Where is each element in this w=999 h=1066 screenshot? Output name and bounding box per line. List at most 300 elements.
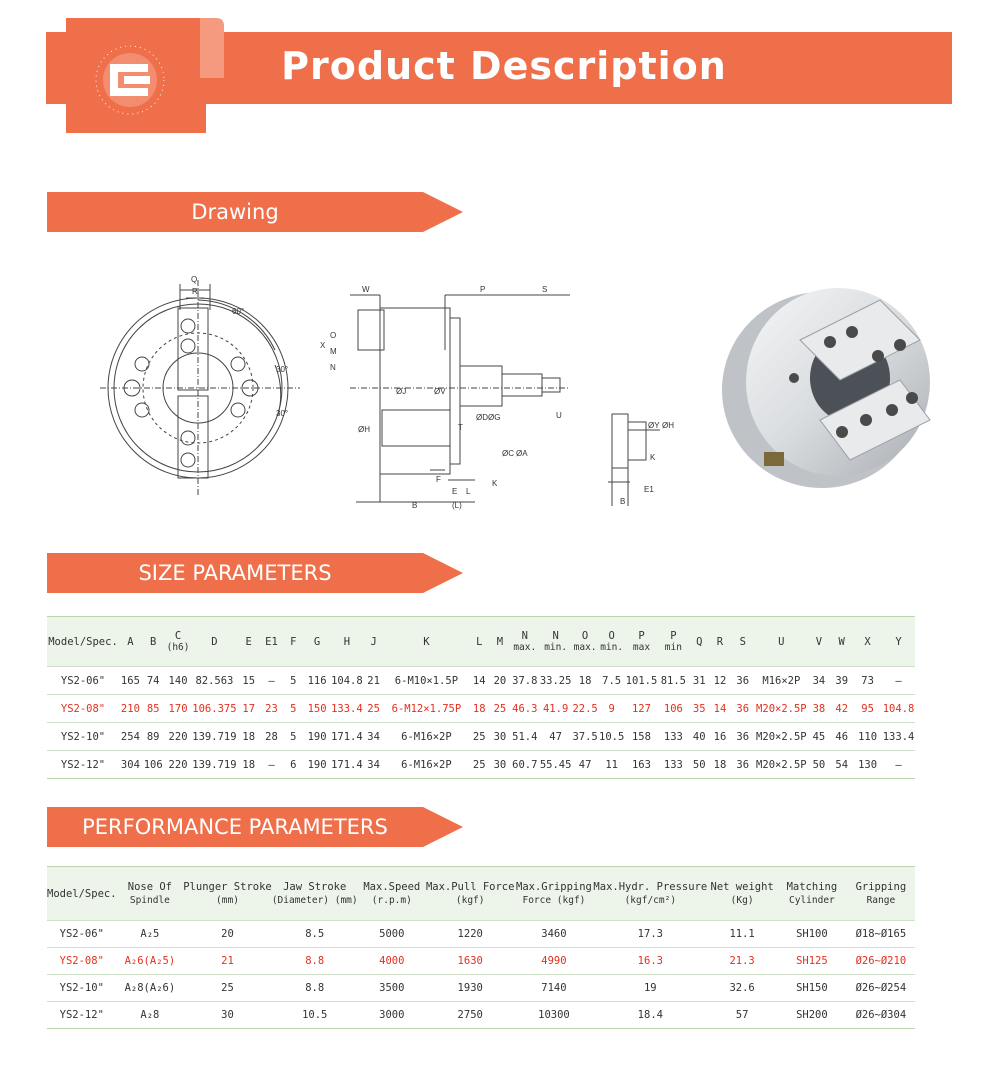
dim-b2-label: B bbox=[620, 497, 626, 506]
table-cell: 139.719 bbox=[192, 758, 237, 771]
table-cell: A₂8 bbox=[140, 1009, 160, 1021]
table-cell: 5 bbox=[290, 730, 297, 743]
column-header-label: Y bbox=[895, 635, 902, 648]
column-header-sublabel: (mm) bbox=[216, 894, 239, 906]
column-header-sublabel: min. bbox=[600, 642, 624, 653]
table-cell: 38 bbox=[812, 702, 826, 715]
column-header bbox=[304, 617, 331, 667]
column-header-label: R bbox=[716, 635, 724, 648]
table-cell: A₂8(A₂6) bbox=[124, 982, 176, 994]
column-header bbox=[510, 617, 539, 667]
table-row bbox=[47, 667, 915, 695]
table-cell: 133.4 bbox=[882, 730, 915, 743]
column-header-label: E bbox=[245, 635, 252, 648]
table-cell: 170 bbox=[168, 702, 188, 715]
dim-w-label: W bbox=[362, 285, 370, 294]
table-cell: 41.9 bbox=[542, 702, 569, 715]
table-cell: 220 bbox=[168, 758, 188, 771]
column-header-label: L bbox=[476, 635, 483, 648]
table-cell: M20×2.5P bbox=[756, 730, 807, 743]
side-view-drawing bbox=[350, 295, 570, 502]
table-cell: 101.5 bbox=[625, 674, 658, 687]
table-cell: YS2-12" bbox=[59, 1009, 104, 1021]
table-cell: 19 bbox=[643, 982, 657, 994]
table-cell: 36 bbox=[736, 730, 750, 743]
table-cell: Ø26~Ø304 bbox=[855, 1009, 907, 1021]
dim-l-label: L bbox=[466, 487, 471, 496]
column-header bbox=[755, 617, 807, 667]
column-header-label: S bbox=[739, 635, 746, 648]
table-cell: 8.8 bbox=[305, 982, 325, 994]
table-cell: 127 bbox=[631, 702, 651, 715]
table-cell: Ø26~Ø210 bbox=[855, 955, 907, 967]
dim-x-label: X bbox=[320, 341, 326, 350]
table-cell: 25 bbox=[472, 758, 486, 771]
table-cell: 51.4 bbox=[512, 730, 538, 743]
table-cell: 74 bbox=[146, 674, 160, 687]
angle-30b-label: 30° bbox=[276, 409, 289, 418]
section-size-label: SIZE PARAMETERS bbox=[138, 561, 332, 585]
table-cell: 104.8 bbox=[882, 702, 915, 715]
table-cell: 18 bbox=[713, 758, 727, 771]
perf-table-header-row bbox=[47, 867, 915, 921]
table-cell: 20 bbox=[493, 674, 507, 687]
dim-e-label: E bbox=[452, 487, 458, 496]
dim-u-label: U bbox=[556, 411, 562, 420]
column-header bbox=[830, 617, 853, 667]
column-header bbox=[625, 617, 658, 667]
column-header bbox=[808, 617, 831, 667]
column-header bbox=[165, 617, 192, 667]
table-cell: 133 bbox=[663, 730, 683, 743]
logo-tab bbox=[66, 18, 206, 133]
column-header-label: W bbox=[838, 635, 845, 648]
table-cell: 50 bbox=[692, 758, 706, 771]
dim-v-label: ØV bbox=[434, 387, 446, 396]
section-drawing bbox=[47, 192, 463, 232]
table-cell: 254 bbox=[120, 730, 140, 743]
table-cell: 116 bbox=[307, 674, 327, 687]
table-cell: Ø18~Ø165 bbox=[855, 928, 907, 940]
table-cell: SH150 bbox=[796, 982, 828, 994]
table-cell: M16×2P bbox=[762, 674, 801, 687]
column-header-sublabel: (h6) bbox=[166, 642, 190, 653]
column-header-label: Nose Of bbox=[127, 880, 173, 893]
table-cell: – bbox=[268, 674, 275, 687]
table-cell: 1220 bbox=[457, 928, 483, 940]
table-cell: 18.4 bbox=[637, 1009, 663, 1021]
table-cell: 133 bbox=[663, 758, 683, 771]
table-cell: 11.1 bbox=[729, 928, 755, 940]
table-cell: 30 bbox=[493, 730, 507, 743]
table-cell: 16.3 bbox=[637, 955, 663, 967]
table-cell: 30 bbox=[493, 758, 507, 771]
table-cell: 190 bbox=[307, 758, 327, 771]
column-header-label: Jaw Stroke bbox=[283, 880, 347, 893]
column-header-label: D bbox=[211, 635, 218, 648]
dim-s-label: S bbox=[542, 285, 548, 294]
table-cell: 22.5 bbox=[572, 702, 598, 715]
table-cell: 25 bbox=[472, 730, 486, 743]
column-header bbox=[469, 617, 490, 667]
column-header-label: Gripping bbox=[855, 880, 907, 893]
table-cell: 190 bbox=[307, 730, 327, 743]
table-cell: 25 bbox=[367, 702, 380, 715]
column-header-label: V bbox=[815, 635, 823, 648]
column-header-label: Max.Hydr. Pressure bbox=[593, 880, 708, 893]
dim-y-label: ØY bbox=[648, 421, 660, 430]
table-cell: 7.5 bbox=[602, 674, 622, 687]
table-cell: M20×2.5P bbox=[756, 758, 807, 771]
table-cell: 18 bbox=[242, 730, 256, 743]
dim-t-label: T bbox=[458, 423, 463, 432]
dim-k-label: K bbox=[492, 479, 498, 488]
column-header bbox=[192, 617, 238, 667]
table-cell: 50 bbox=[812, 758, 826, 771]
column-header bbox=[853, 617, 882, 667]
column-header-label: X bbox=[864, 635, 871, 648]
table-cell: 36 bbox=[736, 758, 750, 771]
table-cell: 95 bbox=[861, 702, 874, 715]
column-header-sublabel: (r.p.m) bbox=[371, 894, 412, 906]
table-cell: 7140 bbox=[541, 982, 567, 994]
column-header bbox=[183, 867, 272, 921]
table-cell: 10300 bbox=[538, 1009, 570, 1021]
column-header bbox=[658, 617, 689, 667]
table-cell: 39 bbox=[835, 674, 849, 687]
table-cell: 37.5 bbox=[572, 730, 598, 743]
column-header-label: H bbox=[343, 635, 351, 648]
dim-a-label: ØA bbox=[516, 449, 528, 458]
table-cell: 34 bbox=[367, 758, 380, 771]
column-header bbox=[710, 617, 731, 667]
column-header bbox=[847, 867, 915, 921]
table-cell: 82.563 bbox=[195, 674, 234, 687]
table-cell: 18 bbox=[472, 702, 486, 715]
table-cell: 36 bbox=[736, 674, 750, 687]
table-cell: 37.8 bbox=[512, 674, 538, 687]
table-cell: 165 bbox=[120, 674, 140, 687]
section-drawing-label: Drawing bbox=[191, 200, 279, 224]
column-header bbox=[593, 867, 707, 921]
column-header-label: Model/Spec. bbox=[47, 887, 117, 900]
column-header-label: A bbox=[127, 635, 134, 648]
column-header bbox=[539, 617, 572, 667]
table-cell: 18 bbox=[578, 674, 592, 687]
table-cell: 35 bbox=[692, 702, 706, 715]
angle-30a-label: 30° bbox=[276, 365, 289, 374]
size-parameters-table bbox=[47, 616, 915, 779]
table-cell: 4990 bbox=[541, 955, 567, 967]
column-header bbox=[119, 617, 142, 667]
dim-g-label: ØG bbox=[488, 413, 501, 422]
column-header-label: U bbox=[778, 635, 785, 648]
column-header-sublabel: (kgf) bbox=[455, 894, 485, 906]
section-performance-label: PERFORMANCE PARAMETERS bbox=[82, 815, 388, 839]
table-cell: 6-M16×2P bbox=[401, 758, 452, 771]
table-cell: 21.3 bbox=[729, 955, 755, 967]
dim-q-label: Q bbox=[191, 275, 198, 284]
table-row bbox=[47, 723, 915, 751]
table-cell: 140 bbox=[168, 674, 188, 687]
column-header-label: C bbox=[174, 630, 182, 642]
table-cell: 210 bbox=[120, 702, 140, 715]
table-cell: 150 bbox=[307, 702, 327, 715]
table-cell: 14 bbox=[472, 674, 486, 687]
table-cell: 17 bbox=[242, 702, 256, 715]
column-header-label: K bbox=[423, 635, 430, 648]
table-cell: 25 bbox=[221, 982, 234, 994]
table-cell: 6 bbox=[290, 758, 297, 771]
table-cell: 18 bbox=[242, 758, 256, 771]
column-header-sublabel: max. bbox=[513, 642, 537, 653]
table-row bbox=[47, 975, 915, 1002]
table-cell: – bbox=[895, 758, 902, 771]
dim-p-label: P bbox=[480, 285, 486, 294]
table-cell: 46.3 bbox=[512, 702, 538, 715]
table-cell: 133.4 bbox=[331, 702, 363, 715]
table-cell: 106 bbox=[143, 758, 163, 771]
table-cell: 2750 bbox=[457, 1009, 483, 1021]
table-cell: 9 bbox=[608, 702, 615, 715]
column-header-sublabel: (Kg) bbox=[730, 894, 754, 906]
table-cell: 23 bbox=[265, 702, 278, 715]
table-cell: SH125 bbox=[796, 955, 828, 967]
table-cell: 73 bbox=[861, 674, 874, 687]
column-header-sublabel: max bbox=[632, 642, 651, 653]
column-header-sublabel: Range bbox=[866, 894, 896, 906]
column-header-sublabel: min. bbox=[544, 642, 568, 653]
dim-lp-label: (L) bbox=[452, 501, 462, 510]
table-cell: 220 bbox=[168, 730, 188, 743]
table-row bbox=[47, 751, 915, 779]
column-header bbox=[331, 617, 364, 667]
table-cell: 6-M12×1.75P bbox=[391, 702, 462, 715]
table-cell: YS2-10" bbox=[60, 730, 106, 743]
table-cell: 1630 bbox=[457, 955, 483, 967]
column-header bbox=[363, 617, 384, 667]
table-cell: 33.25 bbox=[539, 674, 572, 687]
column-header bbox=[730, 617, 755, 667]
table-cell: 21 bbox=[221, 955, 234, 967]
table-cell: 34 bbox=[367, 730, 380, 743]
table-cell: 3500 bbox=[379, 982, 405, 994]
table-cell: 20 bbox=[221, 928, 234, 940]
column-header bbox=[272, 867, 358, 921]
column-header-label: O bbox=[581, 630, 589, 642]
table-cell: 5 bbox=[290, 674, 297, 687]
table-cell: 158 bbox=[631, 730, 651, 743]
table-cell: 3000 bbox=[379, 1009, 405, 1021]
table-cell: 32.6 bbox=[729, 982, 755, 994]
table-cell: 25 bbox=[493, 702, 507, 715]
column-header-label: Max.Speed bbox=[363, 880, 421, 893]
column-header bbox=[142, 617, 165, 667]
dim-d-label: ØD bbox=[476, 413, 488, 422]
table-cell: 54 bbox=[835, 758, 849, 771]
table-cell: 14 bbox=[713, 702, 727, 715]
table-cell: 104.8 bbox=[331, 674, 363, 687]
table-cell: 6-M10×1.5P bbox=[394, 674, 459, 687]
column-header-label: E1 bbox=[265, 635, 278, 648]
column-header bbox=[707, 867, 777, 921]
column-header bbox=[598, 617, 625, 667]
column-header bbox=[47, 867, 117, 921]
table-row bbox=[47, 921, 915, 948]
column-header-label: Q bbox=[696, 635, 703, 648]
column-header bbox=[283, 617, 304, 667]
column-header bbox=[514, 867, 593, 921]
table-cell: 60.7 bbox=[512, 758, 538, 771]
column-header-sublabel: Force (kgf) bbox=[522, 894, 586, 906]
performance-parameters-table bbox=[47, 866, 915, 1029]
front-view-drawing bbox=[100, 280, 300, 495]
table-cell: 36 bbox=[736, 702, 750, 715]
column-header bbox=[572, 617, 598, 667]
table-cell: 15 bbox=[242, 674, 256, 687]
column-header-sublabel: (kgf/cm²) bbox=[624, 894, 677, 906]
table-cell: 130 bbox=[858, 758, 878, 771]
column-header-sublabel: Cylinder bbox=[789, 894, 835, 906]
dim-j-label: ØJ bbox=[396, 387, 407, 396]
table-cell: 45 bbox=[812, 730, 826, 743]
column-header bbox=[260, 617, 283, 667]
banner-fold bbox=[200, 18, 224, 78]
column-header-label: F bbox=[290, 635, 297, 648]
table-cell: Ø26~Ø254 bbox=[855, 982, 907, 994]
table-cell: 47 bbox=[578, 758, 592, 771]
table-cell: YS2-10" bbox=[59, 982, 104, 994]
table-cell: 10.5 bbox=[302, 1009, 328, 1021]
table-cell: 40 bbox=[692, 730, 706, 743]
column-header-sublabel: Spindle bbox=[129, 894, 170, 906]
table-cell: SH200 bbox=[796, 1009, 828, 1021]
table-cell: 28 bbox=[265, 730, 278, 743]
table-cell: A₂5 bbox=[140, 928, 160, 940]
column-header-label: Plunger Stroke bbox=[183, 880, 272, 893]
table-row bbox=[47, 1002, 915, 1029]
column-header-label: M bbox=[496, 635, 504, 648]
table-cell: 81.5 bbox=[660, 674, 687, 687]
dim-h-label: ØH bbox=[358, 425, 370, 434]
column-header-label: Matching bbox=[786, 880, 838, 893]
table-cell: 34 bbox=[812, 674, 826, 687]
table-cell: YS2-08" bbox=[60, 702, 106, 715]
column-header bbox=[882, 617, 915, 667]
dim-r-label: R bbox=[192, 287, 198, 296]
table-cell: 85 bbox=[146, 702, 160, 715]
table-cell: 12 bbox=[713, 674, 727, 687]
column-header bbox=[777, 867, 847, 921]
table-cell: 3460 bbox=[541, 928, 567, 940]
table-cell: – bbox=[268, 758, 275, 771]
section-performance bbox=[47, 807, 463, 847]
table-cell: 1930 bbox=[457, 982, 483, 994]
dim-e1-label: E1 bbox=[644, 485, 654, 494]
dim-c-label: ØC bbox=[502, 449, 514, 458]
table-cell: 171.4 bbox=[331, 758, 363, 771]
table-cell: M20×2.5P bbox=[756, 702, 807, 715]
angle-60-label: 60° bbox=[232, 307, 245, 316]
table-cell: 106 bbox=[663, 702, 683, 715]
column-header bbox=[384, 617, 469, 667]
column-header-sublabel: max. bbox=[573, 642, 597, 653]
column-header bbox=[47, 617, 119, 667]
table-cell: YS2-06" bbox=[60, 674, 106, 687]
column-header bbox=[117, 867, 184, 921]
company-logo bbox=[66, 18, 206, 133]
dim-o-label: O bbox=[330, 331, 337, 340]
column-header-label: J bbox=[370, 635, 377, 648]
table-cell: 30 bbox=[221, 1009, 234, 1021]
chuck-product-image bbox=[722, 288, 930, 488]
column-header bbox=[237, 617, 260, 667]
table-cell: 57 bbox=[735, 1009, 749, 1021]
table-cell: 42 bbox=[835, 702, 849, 715]
table-cell: 5 bbox=[290, 702, 297, 715]
column-header bbox=[689, 617, 710, 667]
column-header-label: N bbox=[552, 630, 559, 642]
table-cell: 304 bbox=[120, 758, 140, 771]
table-cell: 21 bbox=[367, 674, 380, 687]
column-header-label: Net weight bbox=[710, 880, 774, 893]
dim-b-label: B bbox=[412, 501, 418, 510]
column-header-label: Max.Pull Force bbox=[425, 880, 515, 893]
column-header-label: B bbox=[150, 635, 157, 648]
table-cell: SH100 bbox=[796, 928, 828, 940]
table-cell: 171.4 bbox=[331, 730, 363, 743]
table-cell: – bbox=[895, 674, 902, 687]
column-header-label: O bbox=[608, 630, 615, 642]
page-title: Product Description bbox=[281, 44, 727, 88]
column-header-label: G bbox=[313, 635, 321, 648]
table-cell: 139.719 bbox=[192, 730, 237, 743]
column-header-label: P bbox=[670, 630, 677, 642]
table-cell: YS2-08" bbox=[59, 955, 104, 967]
table-cell: 31 bbox=[692, 674, 706, 687]
column-header-label: N bbox=[521, 630, 528, 642]
dim-m-label: M bbox=[330, 347, 337, 356]
section-size bbox=[47, 553, 463, 593]
technical-drawing bbox=[100, 270, 960, 520]
table-cell: 89 bbox=[146, 730, 160, 743]
size-table-header-row bbox=[47, 617, 915, 667]
table-cell: 163 bbox=[631, 758, 651, 771]
table-cell: 5000 bbox=[379, 928, 405, 940]
table-cell: 6-M16×2P bbox=[401, 730, 452, 743]
table-cell: YS2-06" bbox=[59, 928, 104, 940]
column-header bbox=[426, 867, 515, 921]
table-cell: 10.5 bbox=[599, 730, 625, 743]
column-header-sublabel: (Diameter) (mm) bbox=[271, 894, 358, 906]
column-header bbox=[358, 867, 426, 921]
table-row bbox=[47, 695, 915, 723]
table-cell: 8.5 bbox=[305, 928, 325, 940]
table-cell: 46 bbox=[835, 730, 849, 743]
table-cell: A₂6(A₂5) bbox=[124, 955, 176, 967]
dim-k2-label: K bbox=[650, 453, 656, 462]
table-cell: 106.375 bbox=[192, 702, 237, 715]
column-header bbox=[490, 617, 511, 667]
table-cell: 110 bbox=[858, 730, 878, 743]
table-cell: 4000 bbox=[379, 955, 405, 967]
dim-f-label: F bbox=[436, 475, 441, 484]
table-cell: 47 bbox=[549, 730, 562, 743]
column-header-label: P bbox=[638, 630, 645, 642]
dim-h2-label: ØH bbox=[662, 421, 674, 430]
table-cell: 17.3 bbox=[637, 928, 663, 940]
table-cell: 16 bbox=[713, 730, 727, 743]
